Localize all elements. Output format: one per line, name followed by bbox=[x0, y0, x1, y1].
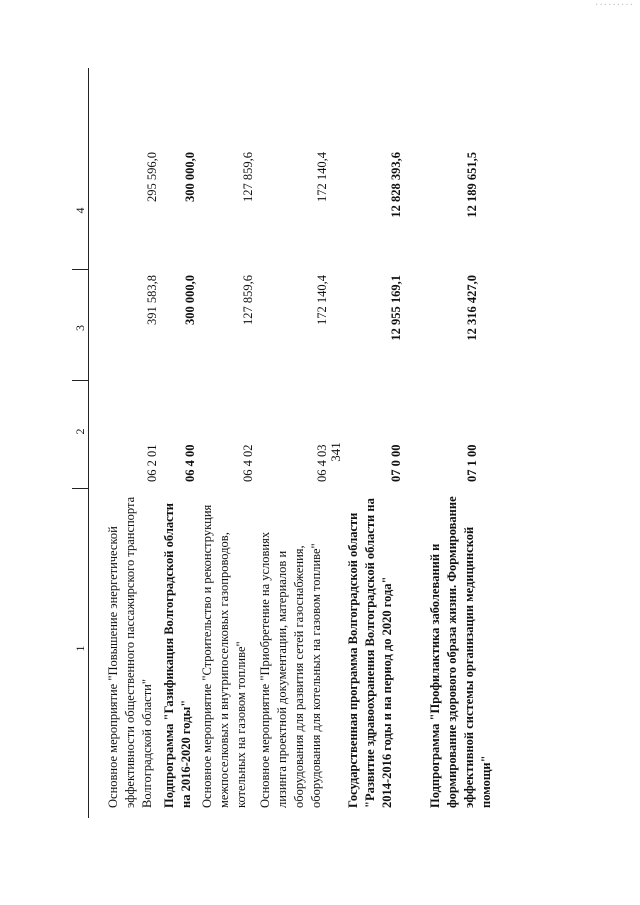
scan-edge-mark: ········· bbox=[595, 0, 634, 11]
row-code: 06 4 03 bbox=[315, 444, 329, 482]
row-code: 06 4 02 bbox=[241, 444, 255, 482]
row-value-2016: 127 859,6 bbox=[241, 275, 255, 325]
row-name: Подпрограмма "Профилактика заболеваний и формирование здорового образа жизни. Формирование эффективной системы организации медицинской помощи" bbox=[428, 496, 493, 808]
header-col-4: 4 bbox=[73, 207, 87, 214]
budget-table bbox=[72, 68, 598, 818]
table-row bbox=[345, 68, 405, 818]
row-value-total: 12 189 651,5 bbox=[465, 152, 479, 218]
row-code: 06 4 00 bbox=[183, 444, 197, 482]
row-value-total: 300 000,0 bbox=[183, 152, 197, 202]
row-value-2016: 12 316 427,0 bbox=[465, 275, 479, 341]
row-name: Основное мероприятие "Повышение энергетической эффективности общественного пассажирского транспорта Волгоградской области" bbox=[106, 496, 154, 808]
row-value-2016: 172 140,4 bbox=[315, 275, 329, 325]
table-row bbox=[257, 68, 331, 818]
row-name: Подпрограмма "Газификация Волгоградской области на 2016-2020 годы" bbox=[162, 503, 193, 808]
row-code: 06 2 01 bbox=[145, 444, 159, 482]
row-value-total: 127 859,6 bbox=[241, 152, 255, 202]
row-code: 07 1 00 bbox=[465, 444, 479, 482]
page-number: 341 bbox=[328, 442, 343, 462]
table-row bbox=[105, 68, 161, 818]
row-value-total: 12 828 393,6 bbox=[389, 152, 403, 218]
header-col-3: 3 bbox=[72, 269, 88, 380]
row-value-total: 295 596,0 bbox=[145, 152, 159, 202]
row-value-2016: 391 583,8 bbox=[145, 275, 159, 325]
row-value-total: 172 140,4 bbox=[315, 152, 329, 202]
header-col-2: 2 bbox=[72, 380, 88, 488]
table-row bbox=[427, 68, 493, 818]
row-name: Государственная программа Волгоградской области "Развитие здравоохранения Волгоградской области на 2014-2016 годы и на период до 2020 года" bbox=[346, 498, 394, 808]
row-value-2016: 12 955 169,1 bbox=[389, 275, 403, 341]
table-row bbox=[199, 68, 257, 818]
row-name: Основное мероприятие "Строительство и реконструкция межпоселковых и внутрипоселковых газопроводов, котельных на газовом топливе" bbox=[200, 504, 248, 808]
header-col-1: 1 bbox=[72, 488, 88, 818]
row-name: Основное мероприятие "Приобретение на условиях лизинга проектной документации, материалов и оборудования для развития сетей газоснабжения, оборудования для котельных на газовом топливе" bbox=[258, 531, 323, 808]
table-header-row bbox=[72, 68, 89, 818]
row-value-2016: 300 000,0 bbox=[183, 275, 197, 325]
table-row bbox=[161, 68, 199, 818]
row-code: 07 0 00 bbox=[389, 444, 403, 482]
